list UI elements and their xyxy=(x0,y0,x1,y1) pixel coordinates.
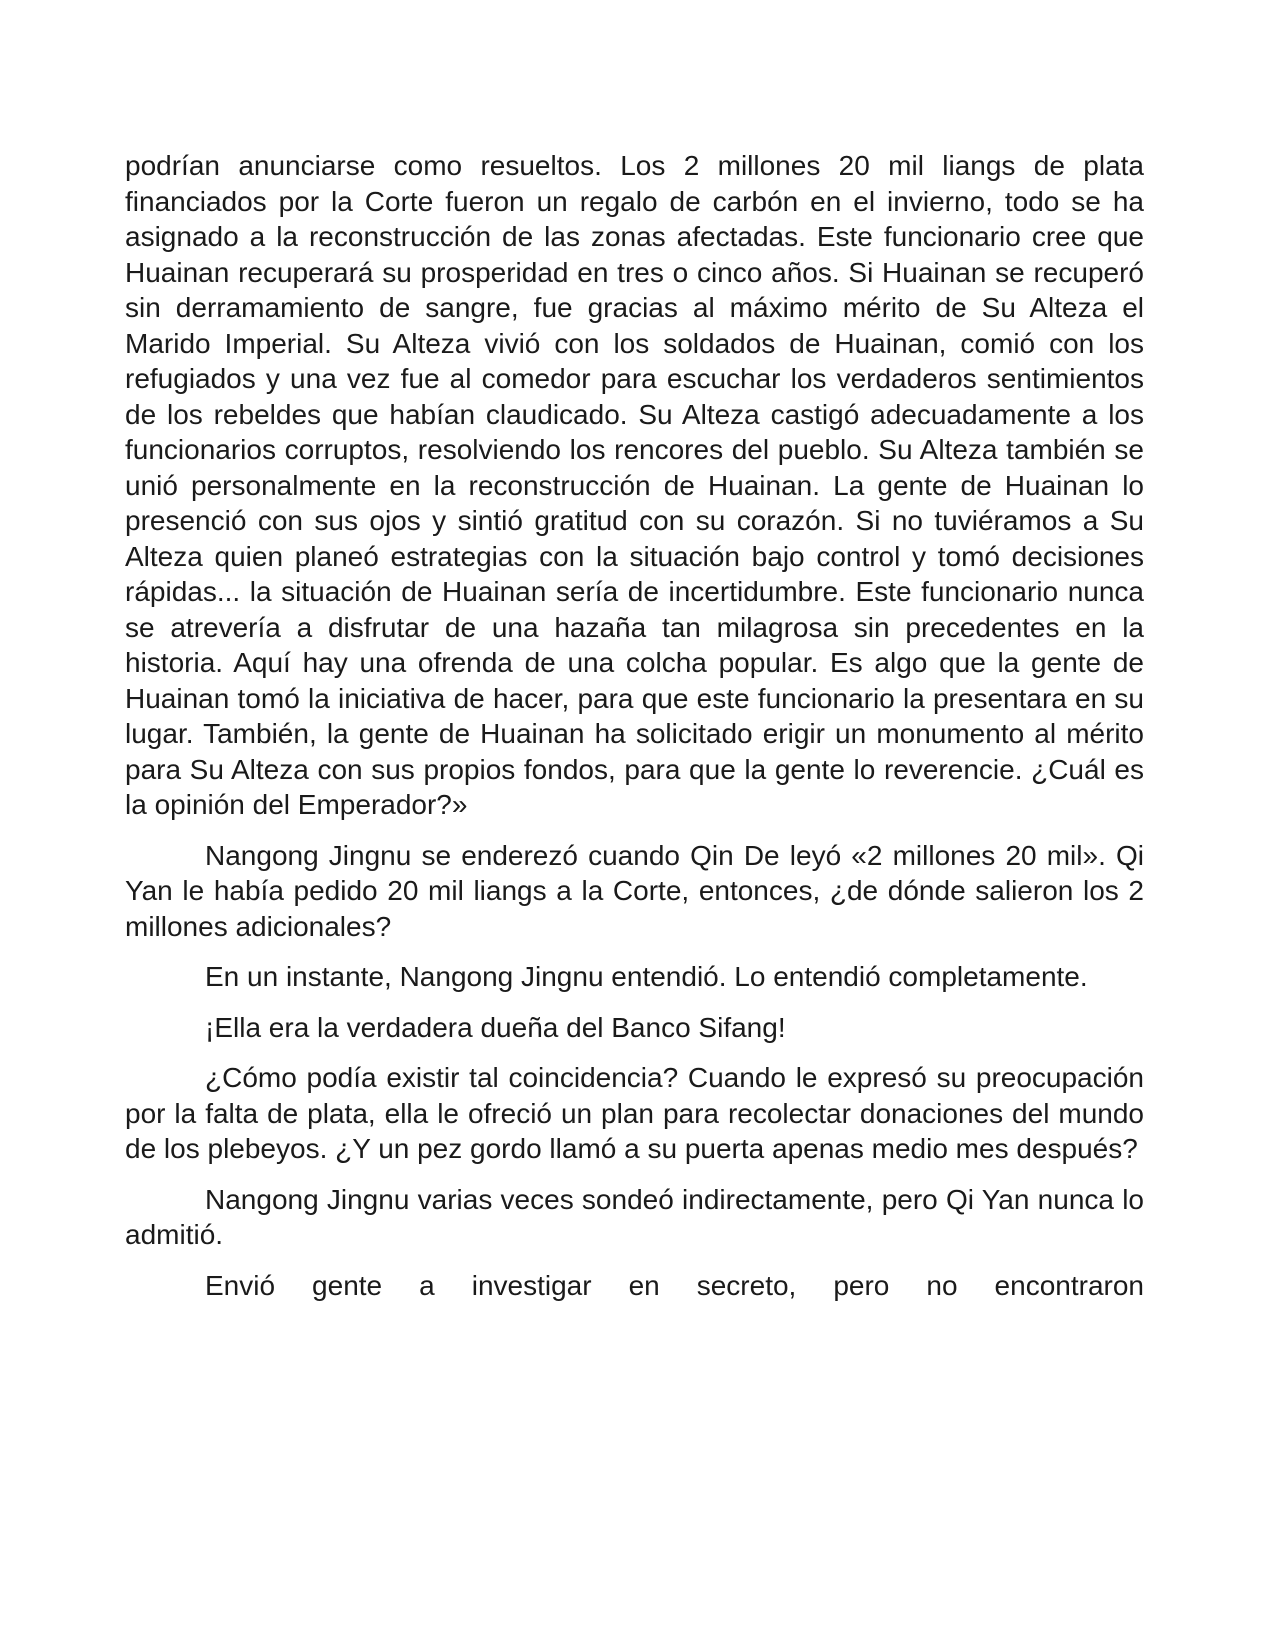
paragraph: ¿Cómo podía existir tal coincidencia? Cuando le expresó su preocupación por la falta de plata, ella le ofreció un plan para recolectar donaciones del mundo de los plebeyos. ¿Y un pez gordo llamó a su puerta apenas medio mes después? xyxy=(125,1062,1144,1164)
paragraph: Envió gente a investigar en secreto, pero no encontraron xyxy=(205,1269,1144,1301)
paragraph: Nangong Jingnu varias veces sondeó indirectamente, pero Qi Yan nunca lo admitió. xyxy=(125,1183,1144,1250)
paragraph: Nangong Jingnu se enderezó cuando Qin De leyó «2 millones 20 mil». Qi Yan le había pedido 20 mil liangs a la Corte, entonces, ¿de dónde salieron los 2 millones adicionales? xyxy=(125,839,1144,942)
body-text xyxy=(125,148,1144,1318)
paragraph: podrían anunciarse como resueltos. Los 2 millones 20 mil liangs de plata financiados por la Corte fueron un regalo de carbón en el invierno, todo se ha asignado a la reconstrucción de las zonas afectadas. Este funcionario cree que Huainan recuperará su prosperidad en tres o cinco años. Si Huainan se recuperó sin derramamiento de sangre, fue gracias al máximo mérito de Su Alteza el Marido Imperial. Su Alteza vivió con los soldados de Huainan, comió con los refugiados y una vez fue al comedor para escuchar los verdaderos sentimientos de los rebeldes que habían claudicado. Su Alteza castigó adecuadamente a los funcionarios corruptos, resolviendo los rencores del pueblo. Su Alteza también se unió personalmente en la reconstrucción de Huainan. La gente de Huainan lo presenció con sus ojos y sintió gratitud con su corazón. Si no tuviéramos a Su Alteza quien planeó estrategias con la situación bajo control y tomó decisiones rápidas... la situación de Huainan sería de incertidumbre. Este funcionario nunca se atrevería a disfrutar de una hazaña tan milagrosa sin precedentes en la historia. Aquí hay una ofrenda de una colcha popular. Es algo que la gente de Huainan tomó la iniciativa de hacer, para que este funcionario la presentara en su lugar. También, la gente de Huainan ha solicitado erigir un monumento al mérito para Su Alteza con sus propios fondos, para que la gente lo reverencie. ¿Cuál es la opinión del Emperador?» xyxy=(125,150,1144,820)
paragraph: ¡Ella era la verdadera dueña del Banco Sifang! xyxy=(205,1011,786,1043)
paragraph: En un instante, Nangong Jingnu entendió. Lo entendió completamente. xyxy=(205,961,1088,992)
